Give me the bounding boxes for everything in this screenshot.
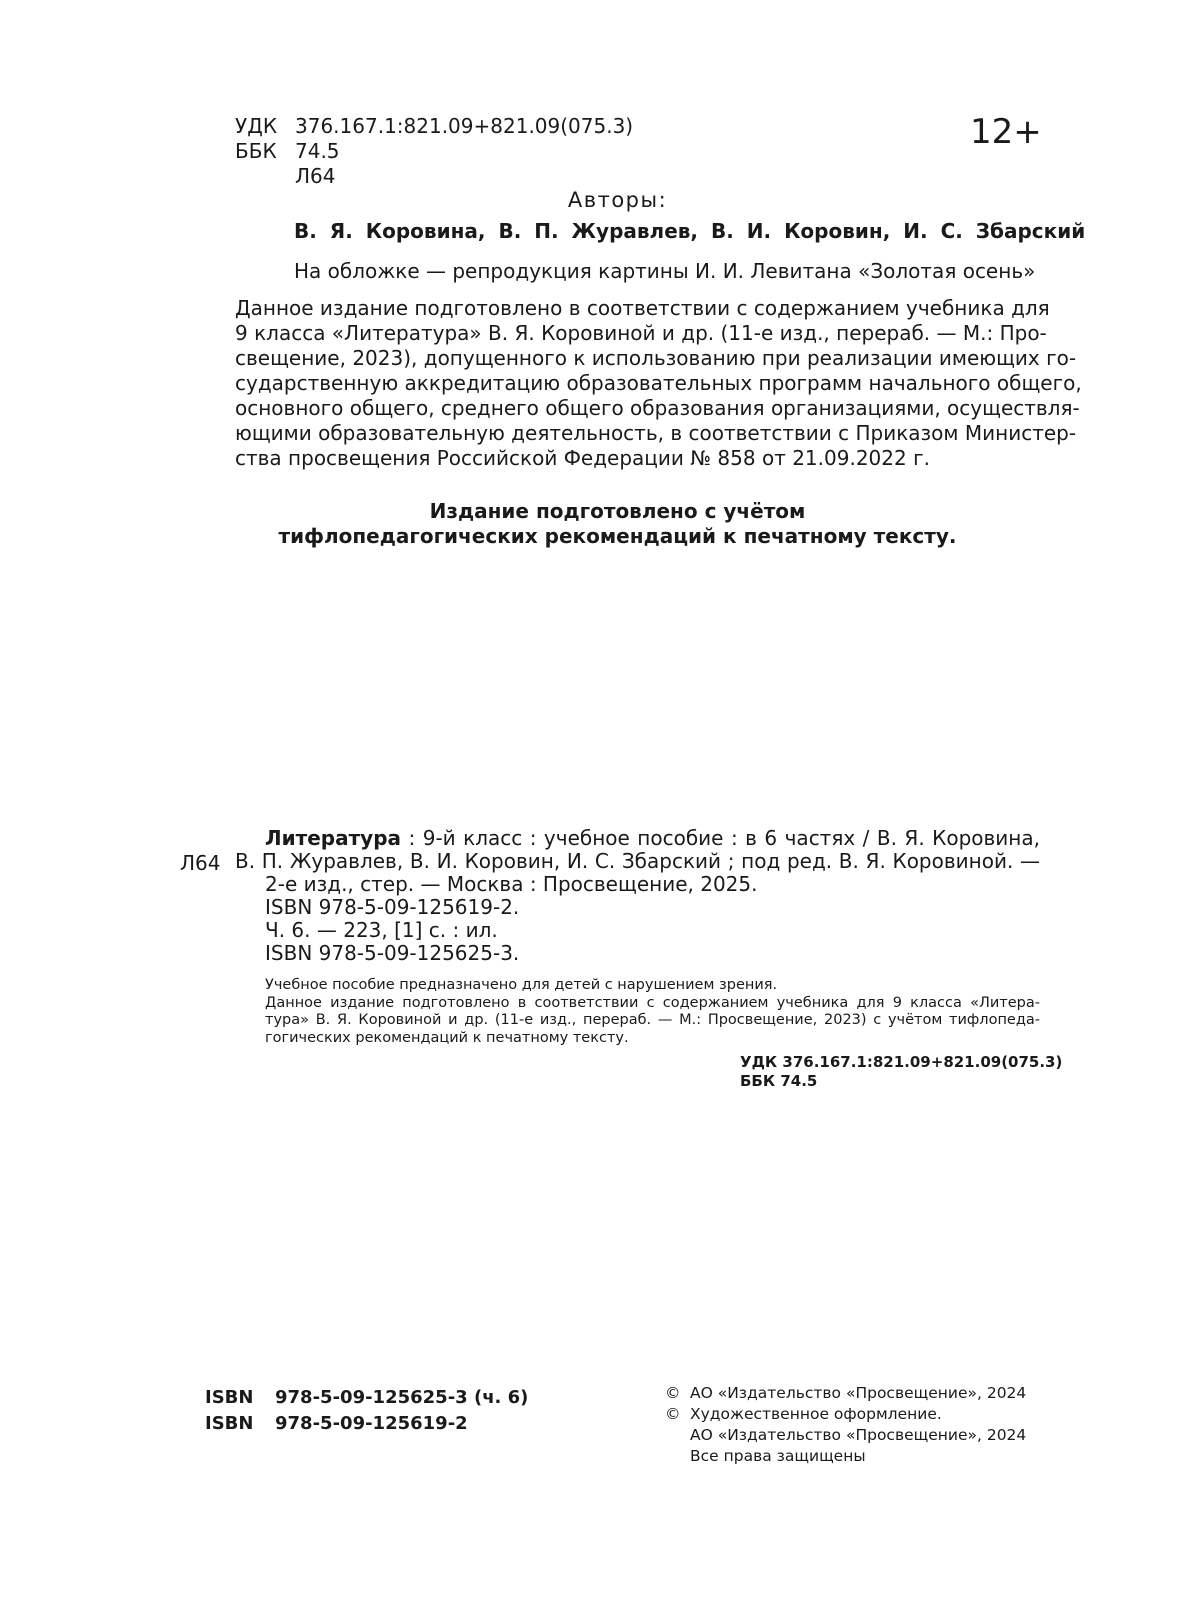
isbn-line xyxy=(205,1411,528,1437)
bib-title-rest: : 9-й класс : учебное пособие : в 6 частях / В. Я. Коровина, xyxy=(401,826,1040,850)
bbk-label: ББК xyxy=(235,139,277,163)
copyright-line: АО «Издательство «Просвещение», 2024 xyxy=(690,1426,1027,1444)
isbn-footer xyxy=(205,1385,528,1437)
paragraph-line: Данное издание подготовлено в соответствии с содержанием учебника для xyxy=(235,296,1050,320)
main-paragraph xyxy=(235,296,1082,471)
udk-value: 376.167.1:821.09+821.09(075.3) xyxy=(295,114,634,138)
bib-udk: УДК 376.167.1:821.09+821.09(075.3) xyxy=(740,1053,1063,1071)
copyright-line: © АО «Издательство «Просвещение», 2024 xyxy=(665,1384,1027,1402)
bib-line: ISBN 978-5-09-125619-2. xyxy=(265,895,520,919)
paragraph-line: ющими образовательную деятельность, в соответствии с Приказом Министер- xyxy=(235,421,1077,445)
annotation-line: гогических рекомендаций к печатному тексту. xyxy=(265,1029,629,1046)
copyright-line: © Художественное оформление. xyxy=(665,1405,942,1423)
bib-line: 2-е изд., стер. — Москва : Просвещение, 2025. xyxy=(265,872,758,896)
bib-line: Ч. 6. — 223, [1] с. : ил. xyxy=(265,918,498,942)
bib-line xyxy=(235,827,1040,850)
paragraph-line: 9 класса «Литература» В. Я. Коровиной и др. (11-е изд., перераб. — М.: Про- xyxy=(235,321,1047,345)
paragraph-line: сударственную аккредитацию образовательных программ начального общего, xyxy=(235,371,1082,395)
annotation xyxy=(265,977,1040,1047)
bib-title: Литература xyxy=(265,826,402,850)
age-rating: 12+ xyxy=(970,112,1042,152)
typhlo-note xyxy=(0,499,1200,549)
annotation-line: тура» В. Я. Коровиной и др. (11-е изд., перераб. — М.: Просвещение, 2023) с учётом тифлопеда- xyxy=(265,1012,1040,1028)
note-line: тифлопедагогических рекомендаций к печатному тексту. xyxy=(278,524,957,548)
copyright-icon: © xyxy=(665,1405,681,1423)
isbn-label: ISBN xyxy=(205,1387,254,1408)
bib-card-code: Л64 xyxy=(180,851,221,875)
isbn-value: 978-5-09-125619-2 xyxy=(275,1413,468,1434)
bib-classification xyxy=(740,1053,1062,1091)
paragraph-line: основного общего, среднего общего образования организациями, осуществля- xyxy=(235,396,1080,420)
isbn-value: 978-5-09-125625-3 (ч. 6) xyxy=(275,1387,529,1408)
udk-row xyxy=(235,114,633,139)
bib-card xyxy=(235,827,1040,965)
author-code: Л64 xyxy=(295,164,336,188)
bbk-value: 74.5 xyxy=(295,139,340,163)
annotation-line: Данное издание подготовлено в соответствии с содержанием учебника для 9 класса «Литера- xyxy=(265,994,1040,1011)
isbn-line xyxy=(205,1385,528,1411)
classification-block xyxy=(235,114,633,189)
authors-label: Авторы: xyxy=(567,188,668,212)
copyright-block xyxy=(665,1383,1026,1467)
copyright-line: Все права защищены xyxy=(690,1447,866,1465)
annotation-line: Учебное пособие предназначено для детей с нарушением зрения. xyxy=(265,977,778,993)
bib-bbk: ББК 74.5 xyxy=(740,1072,818,1090)
copyright-icon: © xyxy=(665,1384,681,1402)
paragraph-line: свещение, 2023), допущенного к использованию при реализации имеющих го- xyxy=(235,346,1077,370)
author-code-row xyxy=(235,164,633,189)
note-line: Издание подготовлено с учётом xyxy=(429,499,806,523)
authors-list: В. Я. Коровина, В. П. Журавлев, В. И. Коровин, И. С. Збарский xyxy=(294,219,1086,243)
cover-note: На обложке — репродукция картины И. И. Левитана «Золотая осень» xyxy=(294,259,1036,283)
paragraph-line: ства просвещения Российской Федерации № 858 от 21.09.2022 г. xyxy=(235,446,930,470)
bib-line: В. П. Журавлев, В. И. Коровин, И. С. Збарский ; под ред. В. Я. Коровиной. — xyxy=(235,849,1040,873)
isbn-label: ISBN xyxy=(205,1413,254,1434)
bbk-row xyxy=(235,139,633,164)
bib-line: ISBN 978-5-09-125625-3. xyxy=(265,941,520,965)
udk-label: УДК xyxy=(235,114,278,138)
